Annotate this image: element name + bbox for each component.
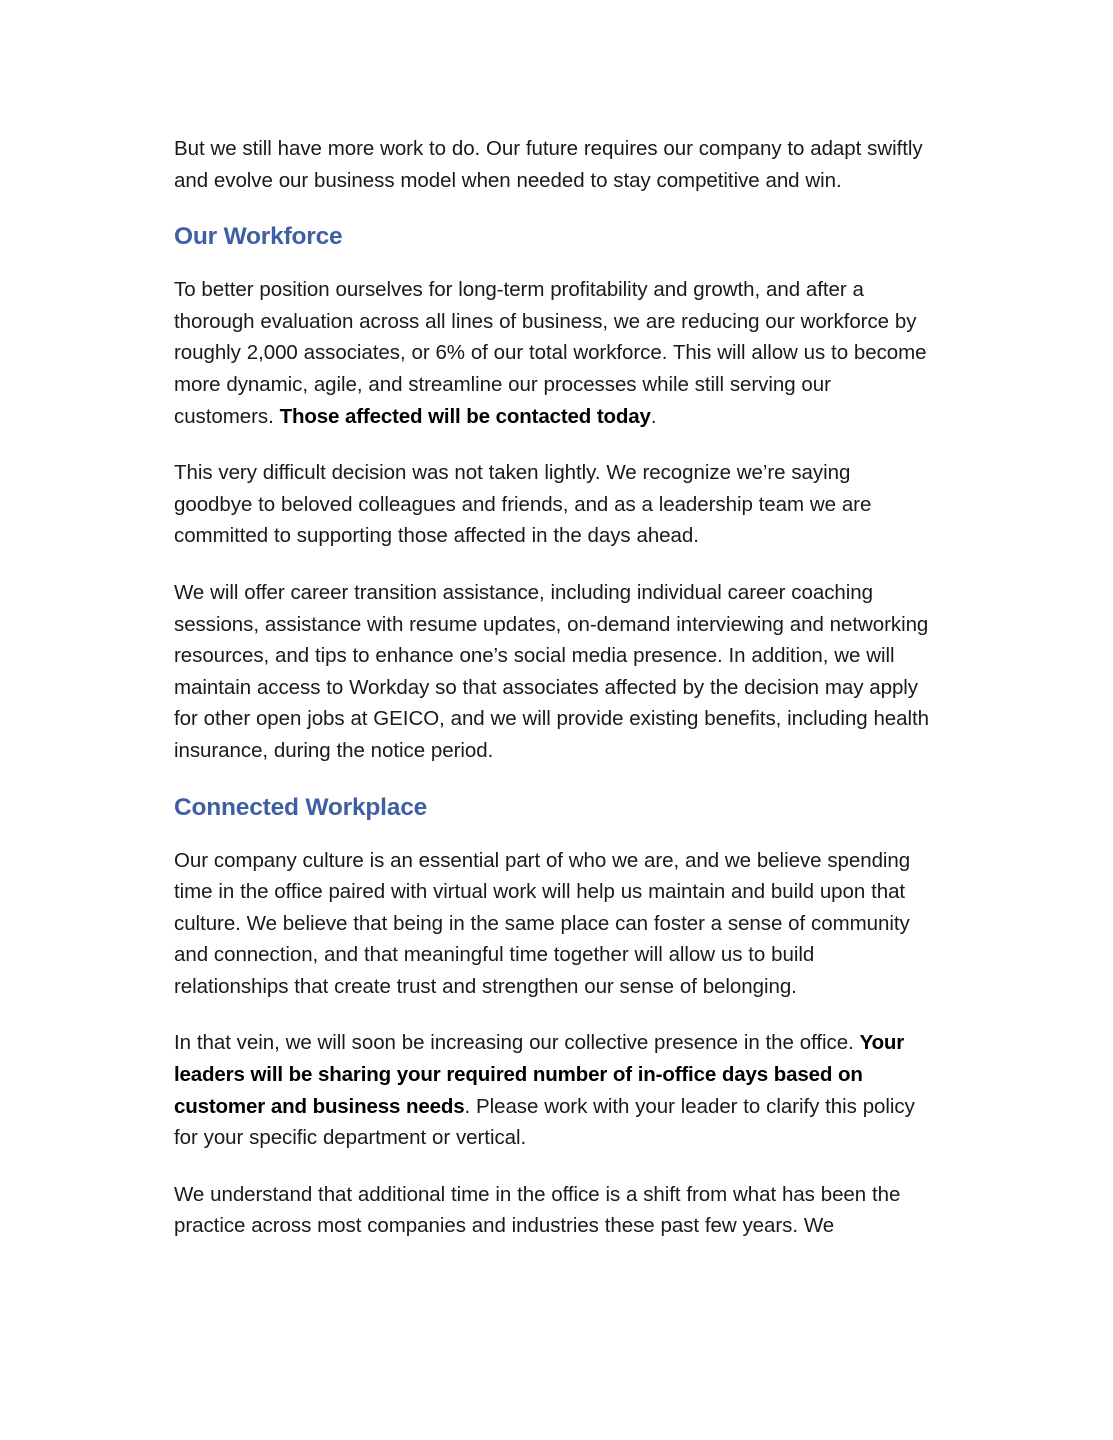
paragraph-in-office-days-lead: In that vein, we will soon be increasing our collective presence in the office.	[174, 1031, 860, 1055]
paragraph-in-office-days	[174, 1027, 934, 1153]
paragraph-career-transition: We will offer career transition assistance, including individual career coaching sessions, assistance with resume updates, on-demand interviewing and networking resources, and tips to enhance one’s social media presence. In addition, we will maintain access to Workday so that associates affected by the decision may apply for other open jobs at GEICO, and we will provide existing benefits, including health insurance, during the notice period.	[174, 580, 929, 762]
document-body	[174, 133, 934, 1242]
paragraph-company-culture: Our company culture is an essential part of who we are, and we believe spending time in the office paired with virtual work will help us maintain and build upon that culture. We believe that being in the same place can foster a sense of community and connection, and that meaningful time together will allow us to build relationships that create trust and strengthen our sense of belonging.	[174, 848, 911, 998]
paragraph-workforce-reduction-tail: .	[650, 404, 657, 428]
heading-our-workforce: Our Workforce	[174, 223, 343, 251]
paragraph-workforce-reduction	[174, 274, 934, 432]
paragraph-additional-time: We understand that additional time in the office is a shift from what has been the practice across most companies and industries these past few years. We	[174, 1182, 901, 1238]
paragraph-workforce-reduction-lead: To better position ourselves for long-term profitability and growth, and after a thorough evaluation across all lines of business, we are reducing our workforce by roughly 2,000 associates, or 6% of our total workforce. This will allow us to become more dynamic, agile, and streamline our processes while still serving our customers.	[174, 278, 927, 428]
paragraph-more-work: But we still have more work to do. Our future requires our company to adapt swiftly and evolve our business model when needed to stay competitive and win.	[174, 137, 923, 192]
heading-connected-workplace: Connected Workplace	[174, 793, 428, 821]
paragraph-workforce-reduction-emphasis: Those affected will be contacted today	[279, 404, 651, 428]
paragraph-in-office-days-emphasis: Your leaders will be sharing your required number of in-office days based on customer and business needs	[174, 1031, 905, 1118]
paragraph-in-office-days-tail: . Please work with your leader to clarify this policy for your specific department or vertical.	[174, 1094, 915, 1150]
paragraph-difficult-decision: This very difficult decision was not taken lightly. We recognize we’re saying goodbye to beloved colleagues and friends, and as a leadership team we are committed to supporting those affected in the days ahead.	[174, 461, 872, 548]
